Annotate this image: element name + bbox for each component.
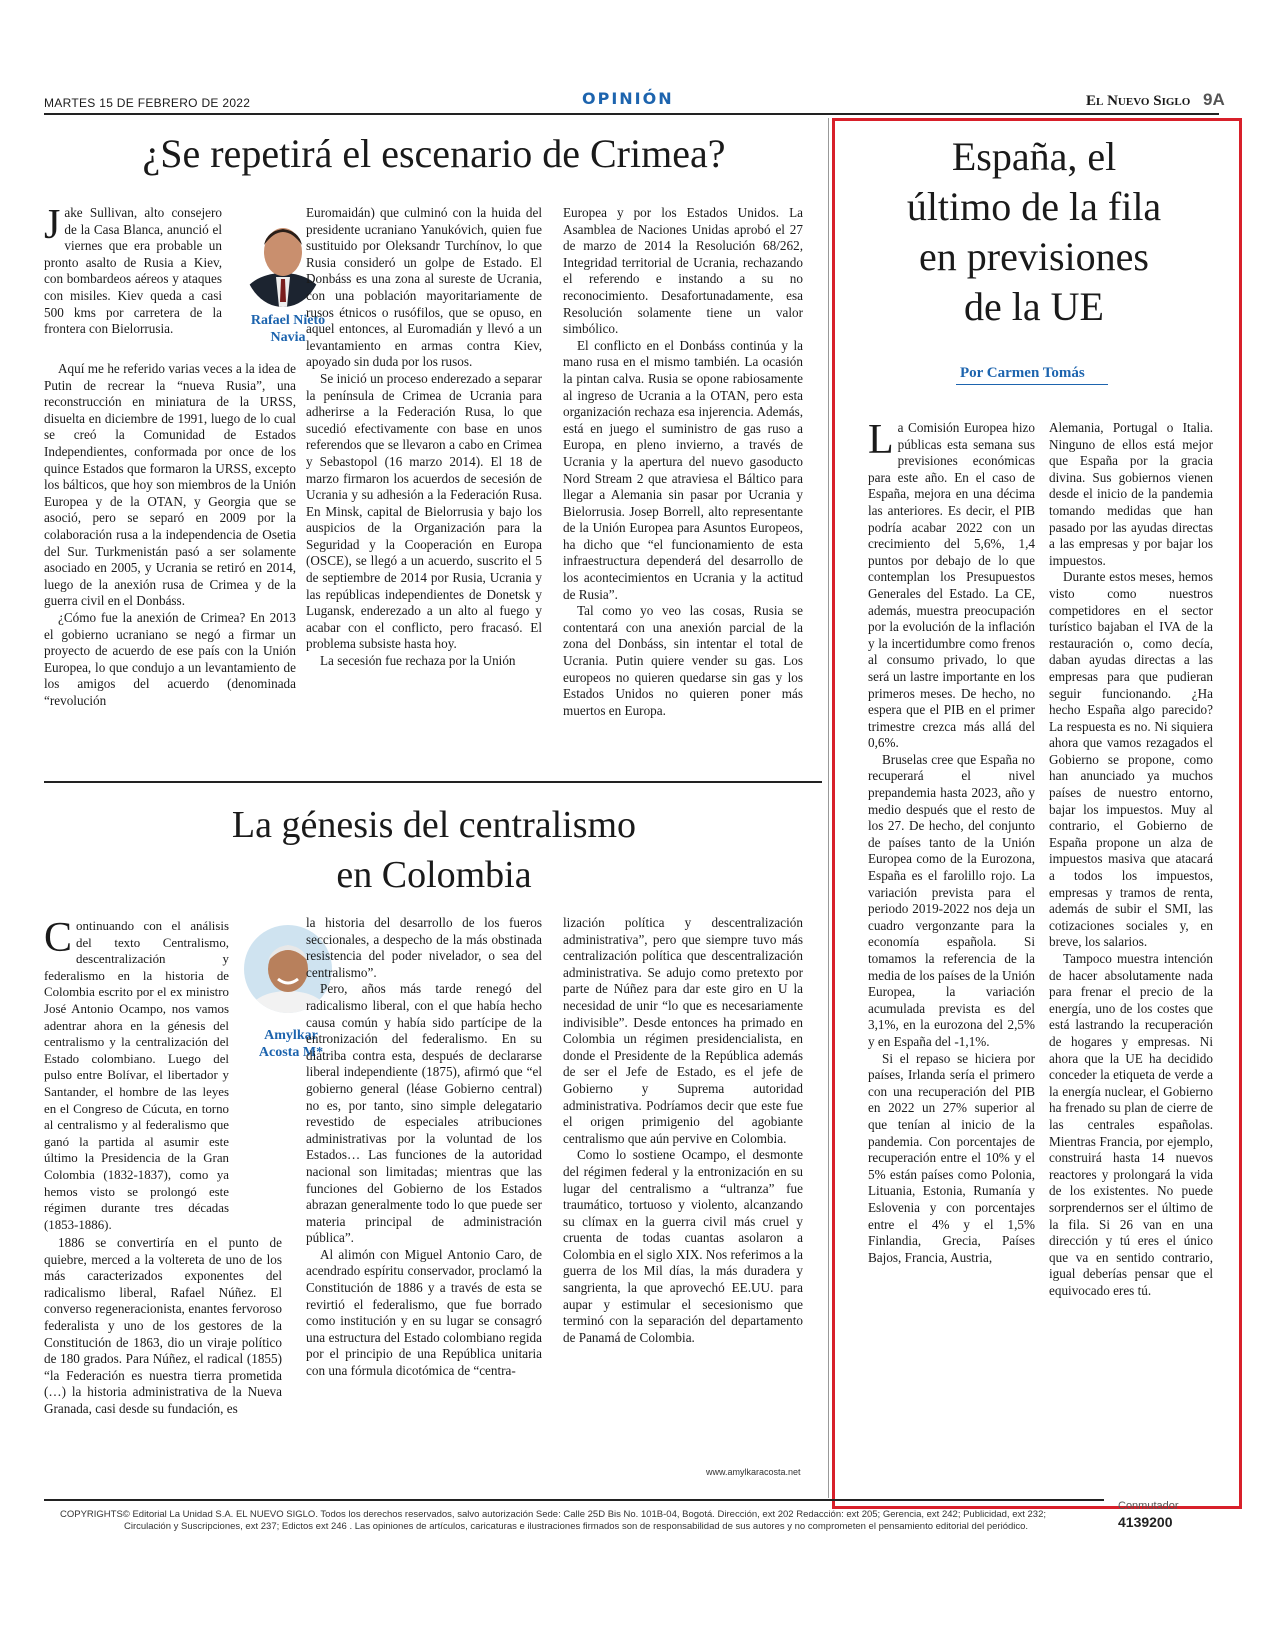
article-centralismo-col1-cont [44, 1235, 282, 1418]
paragraph: Si el repaso se hiciera por países, Irlanda sería el primero con una recuperación del PIB en 2022 un 27% superior al que tenían al inicio de la pandemia. Con porcentajes de recuperación entre el 10% y el 5% están países como Polonia, Lituania, Estonia, Rumanía y Eslovenia y con porcentajes entre el 4% y el 1,5% Finlandia, Grecia, Países Bajos, Francia, Austria, [868, 1050, 1035, 1265]
paragraph: ake Sullivan, alto consejero de la Casa Blanca, anunció el viernes que era probable un pronto asalto de Rusia a Kiev, con bombardeos aéreos y ataques con misiles. Kiev queda a casi 500 kms por carretera de la frontera con Bielorrusia. [44, 205, 222, 337]
byline: Por Carmen Tomás [960, 365, 1085, 381]
paragraph: la historia del desarrollo de los fueros seccionales, a despecho de la más obstinada resistencia del poder nivelador, o sea del centralismo”. [306, 915, 542, 980]
paragraph: Euromaidán) que culminó con la huida del presidente ucraniano Yanukóvich, quien fue sustituido por Oleksandr Turchínov, lo que Rusia consideró un golpe de Estado. El Donbáss es una zona al sureste de Ucrania, con una población mayoritariamente de rusos étnicos o rusófilos, que se opuso, en aquel entonces, al Euromadián y llevó a un levantamiento en armas contra Kiev, apoyado sin duda por los rusos. [306, 205, 542, 370]
newspaper-name: El Nuevo Siglo [1086, 93, 1191, 109]
article-crimea-col1 [44, 202, 222, 338]
paragraph: El conflicto en el Donbáss continúa y la mano rusa en el mismo también. La ocasión la pintan calva. Rusia se opone rabiosamente al ingreso de Ucrania a la OTAN, pero esta organización rechaza esa injerencia. Además, está en juego el suministro de gas ruso a Europa, en pleno invierno, a través de Ucrania y la apertura del nuevo gasoducto Nord Stream 2 que atraviesa el Báltico para llegar a Alemania sin pasar por Ucrania y Bielorrusia. Josep Borrell, alto representante de la Unión Europea para Asuntos Europeos, ha dicho que “el funcionamiento de esta infraestructura dependerá del desarrollo de los acontecimientos en Ucrania y la actitud de Rusia”. [563, 337, 803, 602]
section-title: OPINIÓN [582, 89, 674, 108]
author-name: Amylkar Acosta M* [258, 1028, 324, 1060]
dropcap: L [868, 417, 894, 463]
article-espana-title: España, el último de la fila en previsiones de la UE [906, 134, 1162, 329]
paragraph: ¿Cómo fue la anexión de Crimea? En 2013 el gobierno ucraniano se negó a firmar un proyecto de acuerdo de ese país con la Unión Europea, lo que condujo a un levantamiento de los amigos del acuerdo (denominada “revolución [44, 609, 296, 708]
article-divider [44, 781, 822, 783]
paragraph: Como lo sostiene Ocampo, el desmonte del régimen federal y la entronización en su lugar del centralismo a “ultranza” fue traumático, tortuoso y violento, alcanzando su clímax en la guerra civil más cruel y cruenta de todas cuantas asolaron a Colombia en el siglo XIX. Nos referimos a la guerra de los Mil días, la más duradera y sangrienta, la que aprovechó EE.UU. para aupar y estimular el secesionismo que terminó con la separación del departamento de Panamá de Colombia. [563, 1147, 803, 1345]
article-crimea-col1-cont [44, 361, 296, 709]
article-crimea-col3 [563, 205, 803, 719]
switchboard-number: 4139200 [1118, 1514, 1173, 1530]
paragraph: 1886 se convertiría en el punto de quiebre, merced a la voltereta de uno de los más caracterizados exponentes del radicalismo liberal, Rafael Núñez. El converso regeneracionista, enantes fervoroso federalista y uno de los gestores de la Constitución de 1863, dio un viraje político de 180 grados. Para Núñez, el radical (1855) “la Federación es nuestra tierra prometida (…) la historia administrativa de la Nueva Granada, casi desde su fundación, es [44, 1235, 282, 1416]
page-number: 9A [1203, 90, 1225, 109]
paragraph: Tampoco muestra intención de hacer absolutamente nada para frenar el precio de la energía, uno de los costes que está lastrando la recuperación de hogares y empresas. Ni ahora que la UE ha decidido conceder la etiqueta de verde a la energía nuclear, el Gobierno ha frenado su plan de cierre de las centrales españolas. Mientras Francia, por ejemplo, construirá hasta 14 nuevos reactores y prolongará la vida de los existentes. No puede sorprendernos ser el último de la fila. Si 26 van en una dirección y tú eres el único que va en sentido contrario, igual deberías pensar que el equivocado eres tú. [1049, 951, 1213, 1298]
paragraph: Se inició un proceso enderezado a separar la península de Crimea de Ucrania para adherirse a la Federación Rusa, lo que sucedió efectivamente con base en unos referendos que se llevaron a cabo en Crimea y Sebastopol (16 marzo 2014). El 18 de marzo firmaron los acuerdos de secesión de Ucrania y su adhesión a la Federación Rusa. En Minsk, capital de Bielorrusia y bajo los auspicios de la Organización para la Seguridad y la Cooperación en Europa (OSCE), se llegó a un acuerdo, suscrito el 5 de septiembre de 2014 por Rusia, Ucrania y las repúblicas independientes de Donetsk y Lugansk, enderezado a un alto al fuego y acabar con el conflicto, pero fracasó. El problema subsiste hasta hoy. [306, 370, 542, 652]
article-centralismo-col3 [563, 915, 803, 1346]
issue-date: MARTES 15 DE FEBRERO DE 2022 [44, 96, 251, 110]
paragraph: Tal como yo veo las cosas, Rusia se contentará con una anexión parcial de la zona del Donbáss, sin intentar el total de Ucrania. Putin quiere vender su gas. Los europeos no quieren quedarse sin gas y los Estados Unidos no quieren poner más muertos en Europa. [563, 603, 803, 718]
paragraph: lización política y descentralización administrativa”, pero que siempre tuvo más centralización política que descentralización administrativa. Se adujo como pretexto por parte de Núñez para dar este giro en U la necesidad de unir “lo que es necesariamente indivisible”. Desde entonces ha primado en Colombia un régimen presidencialista, en donde el Presidente de la República además de ser el Jefe de Estado, es el jefe de Gobierno y Suprema autoridad administrativa. Podríamos decir que este fue el origen primigenio del agobiante centralismo que aún pervive en Colombia. [563, 915, 803, 1146]
paragraph: Bruselas cree que España no recuperará el nivel prepandemia hasta 2023, año y medio después que el resto de los 27. De hecho, del conjunto de países tanto de la Unión Europea como de la Eurozona, España es el farolillo rojo. La variación prevista para el periodo 2019-2022 nos deja un cuadro vergonzante para la economía española. Si tomamos la referencia de la media de los países de la Unión Europea, la variación acumulada prevista es del 3,1%, en la eurozona del 2,5% y en España del -1,1%. [868, 751, 1036, 1049]
article-centralismo-title: La génesis del centralismo en Colombia [231, 804, 637, 896]
copyright-notice: COPYRIGHTS© Editorial La Unidad S.A. EL NUEVO SIGLO. Todos los derechos reservados, salvo autorización Sede: Calle 25D Bis No. 101B-04, Bogotá. Dirección, ext 202 Redacción: ext 205; Gerencia, ext 242; Publicidad, ext 232; Circulación y Suscripciones, ext 237; Edictos ext 246 . Las opiniones de artículos, caricaturas e ilustraciones firmados son de responsabilidad de sus autores y no comprometen el pensamiento editorial del periódico. [60, 1509, 1047, 1532]
article-espana-col1 [868, 417, 1036, 1266]
paragraph: a Comisión Europea hizo públicas esta semana sus previsiones económicas para este año. En el caso de España, mejora en una décima las anteriores. Es decir, el PIB podría acabar 2022 con un crecimiento del 5,6%, 1,4 puntos por debajo de lo que contemplan los Presupuestos Generales del Estado. La CE, además, muestra preocupación por la evolución de la inflación y la incertidumbre como frenos al consumo privado, lo que será un lastre importante en los primeros meses. De hecho, no espera que el PIB en el primer trimestre crezca más allá del 0,6%. [868, 420, 1035, 751]
dropcap: C [44, 915, 73, 961]
paragraph: Al alimón con Miguel Antonio Caro, de acendrado espíritu conservador, proclamó la Constitución de 1886 y a través de esta se revirtió el federalismo, que fue borrado como institución y en su lugar se consagró una estructura del Estado colombiano regida por el principio de una República unitaria con una fórmula dicotómica de “centra- [306, 1246, 542, 1379]
paragraph: Durante estos meses, hemos visto como nuestros competidores en el sector turístico bajaban el IVA de la restauración o, como decía, daban ayudas directas a las empresas para que pudieran seguir funcionando. ¿Ha hecho España algo parecido? La respuesta es no. Ni siquiera ahora que vamos rezagados el Gobierno se propone, como han anunciado ya muchos países de nuestro entorno, bajar los impuestos. Muy al contrario, el Gobierno de España propone un alza de impuestos masiva que atacará a todos los impuestos, empresas y tramos de renta, además de subir el SMI, las cotizaciones sociales y, en breve, los salarios. [1049, 569, 1213, 950]
paragraph: La secesión fue rechaza por la Unión [320, 653, 516, 669]
paragraph: Europea y por los Estados Unidos. La Asamblea de Naciones Unidas aprobó el 27 de marzo de 2014 la Resolución 68/262, Integridad territorial de Ucrania, rechazando el referendo e instando a su no reconocimiento. Desafortunadamente, esa Resolución solamente tiene un valor simbólico. [563, 205, 803, 337]
article-espana-col2 [1049, 420, 1213, 1299]
article-centralismo-col2 [306, 915, 542, 1380]
paragraph: Aquí me he referido varias veces a la idea de Putin de recrear la “nueva Rusia”, una reconstrucción en miniatura de la URSS, disuelta en diciembre de 1991, luego de lo cual se creó la Comunidad de Estados Independientes, conformada por once de los quince Estados que formaron la URSS, excepto los bálticos, que hoy son miembros de la Unión Europea y de la OTAN, y Georgia que se asoció, pero se separó en 2009 por la colaboración rusa a la independencia de Osetia del Sur. Turkmenistán pasó a ser solamente asociado en 2005, y Ucrania se retiró en 2014, luego de la anexión rusa de Crimea y de la guerra civil en el Donbáss. [44, 361, 296, 609]
paragraph: ontinuando con el análisis del texto Centralismo, descentralización y federalismo en la historia de Colombia escrito por el ex ministro José Antonio Ocampo, nos vamos adentrar ahora en la génesis del centralismo y la centralización del Estado colombiano. Luego del pulso entre Bolívar, el libertador y Santander, el hombre de las leyes en el Congreso de Cúcuta, en torno al centralismo y al federalismo que ganó la partida al asumir este último la Presidencia de la Gran Colombia (1832-1837), como ya hemos visto se prolongó este régimen durante tres décadas (1853-1886). [44, 919, 229, 1232]
author-website: www.amylkaracosta.net [706, 1467, 801, 1477]
footer-rule [44, 1499, 1104, 1501]
paragraph: Alemania, Portugal o Italia. Ninguno de ellos está mejor que España por la gracia divina. Sus gobiernos vienen desde el inicio de la pandemia tomando medidas que han pasado por las ayudas directas a las empresas y por bajar los impuestos. [1049, 420, 1213, 568]
dropcap: J [44, 202, 61, 248]
column-divider [828, 118, 829, 1498]
byline-underline [956, 384, 1108, 385]
paragraph: Pero, años más tarde renegó del radicalismo liberal, con el que había hecho causa común y había sido partícipe de la entronización del federalismo. En su diatriba contra esta, después de declararse liberal independiente (1875), afirmó que “el gobierno general (léase Gobierno central) no es, por tanto, sino simple delegatario revestido de especiales atribuciones administrativas por la voluntad de los Estados… Las funciones de la autoridad nacional son limitadas; mientras que las funciones del Gobierno de los Estados abrazan generalmente todo lo que puede ser materia principal de administración pública”. [306, 981, 542, 1246]
article-centralismo-col1 [44, 915, 229, 1233]
article-crimea-col2 [306, 205, 542, 670]
switchboard-label: Conmutador [1118, 1500, 1179, 1512]
article-crimea-title: ¿Se repetirá el escenario de Crimea? [142, 131, 726, 176]
author-name: Rafael Nieto Navia [250, 313, 326, 345]
header-rule [44, 113, 1219, 115]
